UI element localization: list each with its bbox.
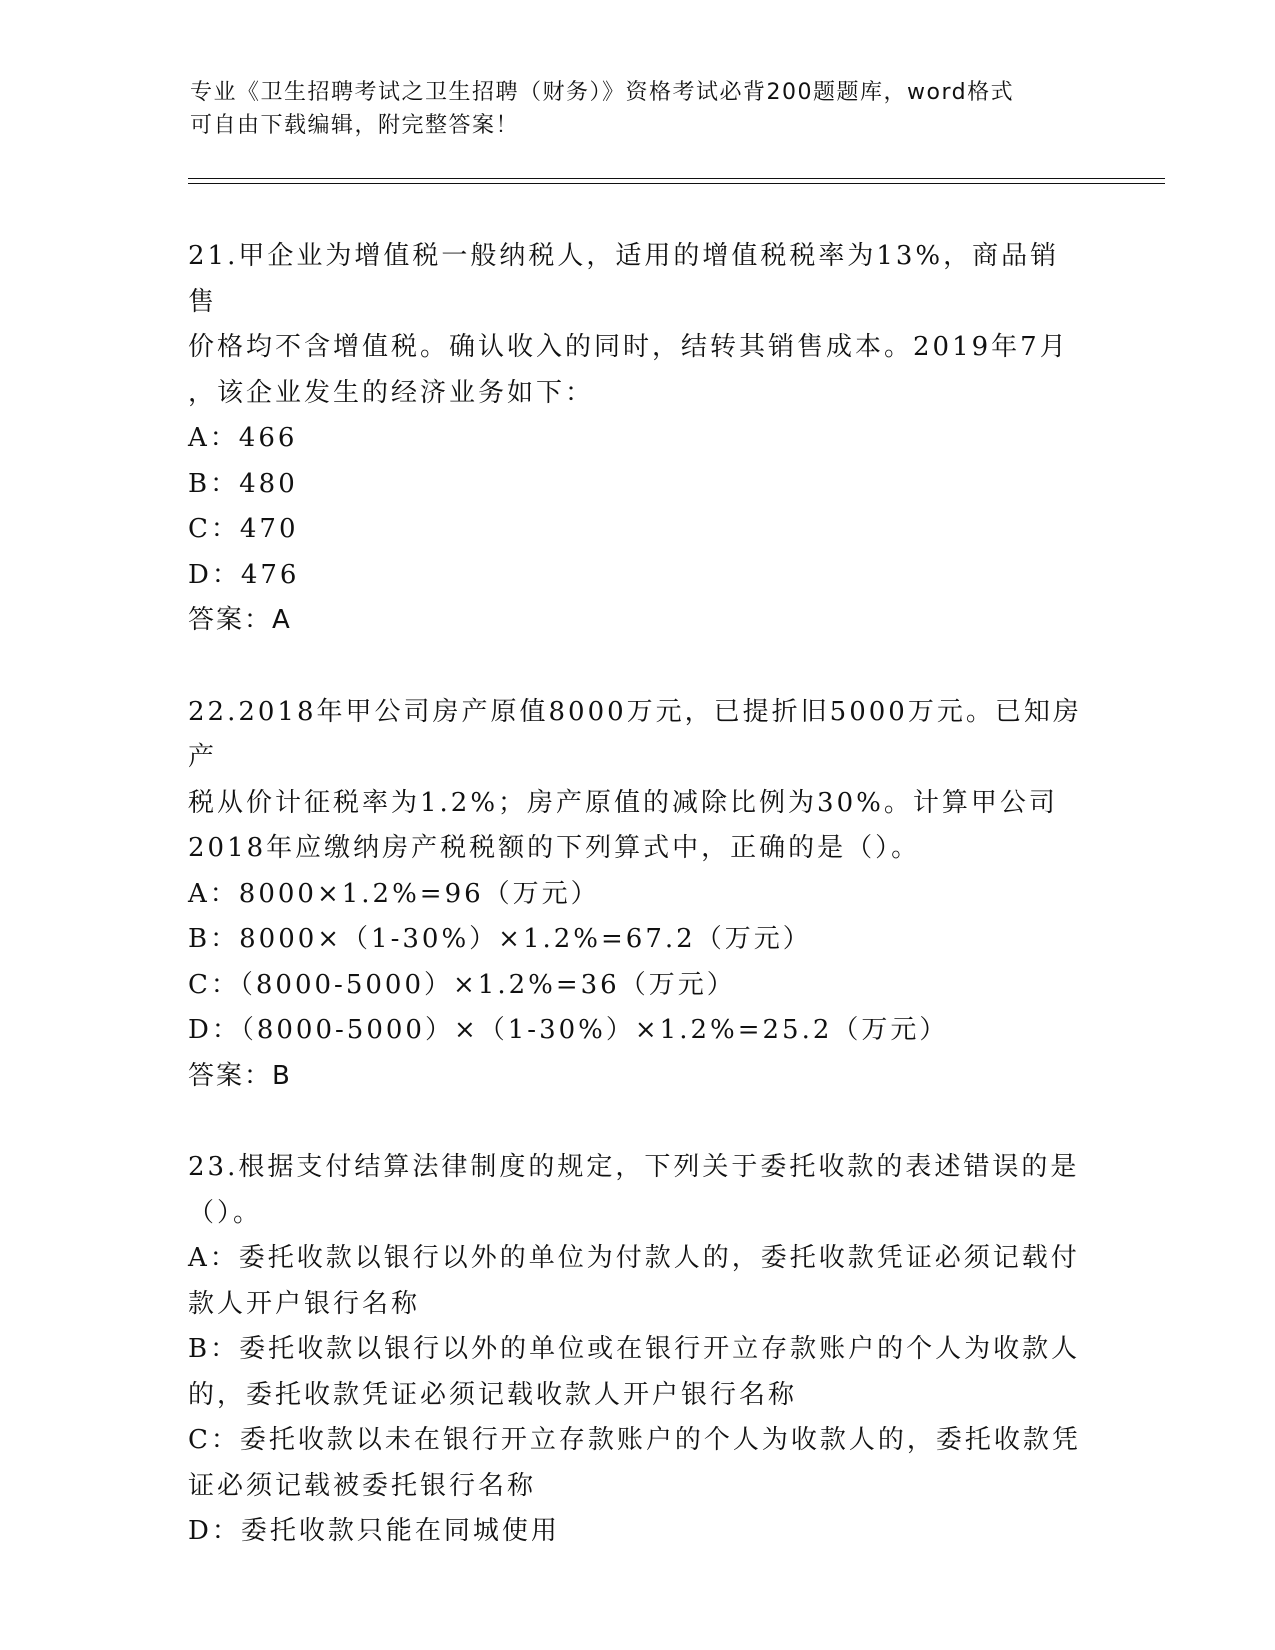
stem-line: ，该企业发生的经济业务如下： <box>188 377 595 408</box>
option-c <box>188 1418 1088 1509</box>
option-a: A：8000×1.2%=96（万元） <box>188 878 600 909</box>
stem-line: 22.2018年甲公司房产原值8000万元，已提折旧5000万元。已知房产 <box>188 696 1082 772</box>
stem-line: 23.根据支付结算法律制度的规定，下列关于委托收款的表述错误的是 <box>188 1152 1080 1182</box>
question-22 <box>188 690 1088 1100</box>
document-header <box>190 76 1090 142</box>
answer-label: 答案：B <box>188 1060 292 1091</box>
option-d: D：（8000-5000）×（1-30%）×1.2%=25.2（万元） <box>188 1015 949 1045</box>
stem-line: 税从价计征税率为1.2%；房产原值的减除比例为30%。计算甲公司 <box>188 787 1058 818</box>
header-line-2: 可自由下载编辑，附完整答案！ <box>190 113 520 138</box>
stem-line: 21.甲企业为增值税一般纳税人，适用的增值税税率为13%，商品销售 <box>188 241 1060 317</box>
stem-line: 2018年应缴纳房产税税额的下列算式中，正确的是（）。 <box>188 833 921 863</box>
question-stem <box>188 1145 1088 1236</box>
option-c: C：470 <box>188 514 299 544</box>
option-b: B：480 <box>188 468 298 499</box>
question-stem <box>188 234 1088 416</box>
header-line-1: 专业《卫生招聘考试之卫生招聘（财务）》资格考试必背200题题库，word格式 <box>190 80 1015 105</box>
question-23 <box>188 1145 1088 1555</box>
question-stem <box>188 690 1088 872</box>
option-d: D：476 <box>188 559 300 590</box>
option-b <box>188 1327 1088 1418</box>
option-a <box>188 1236 1088 1327</box>
header-divider-bottom <box>188 183 1165 184</box>
option-line: A：委托收款以银行以外的单位为付款人的，委托收款凭证必须记载付 <box>188 1243 1080 1273</box>
stem-line: （）。 <box>188 1197 263 1228</box>
option-line: 的，委托收款凭证必须记载收款人开户银行名称 <box>188 1379 798 1410</box>
option-c: C：（8000-5000）×1.2%=36（万元） <box>188 969 736 1000</box>
option-b: B：8000×（1-30%）×1.2%=67.2（万元） <box>188 924 812 954</box>
header-divider-top <box>188 178 1165 179</box>
option-d: D：委托收款只能在同城使用 <box>188 1516 560 1546</box>
question-21 <box>188 234 1088 644</box>
question-list <box>188 234 1088 1601</box>
option-line: 证必须记载被委托银行名称 <box>188 1470 537 1501</box>
answer-label: 答案：A <box>188 605 292 635</box>
option-line: 款人开户银行名称 <box>188 1288 421 1319</box>
stem-line: 价格均不含增值税。确认收入的同时，结转其销售成本。2019年7月 <box>188 332 1069 362</box>
option-line: C：委托收款以未在银行开立存款账户的个人为收款人的，委托收款凭 <box>188 1425 1081 1455</box>
option-a: A：466 <box>188 423 298 453</box>
option-line: B：委托收款以银行以外的单位或在银行开立存款账户的个人为收款人 <box>188 1334 1081 1364</box>
